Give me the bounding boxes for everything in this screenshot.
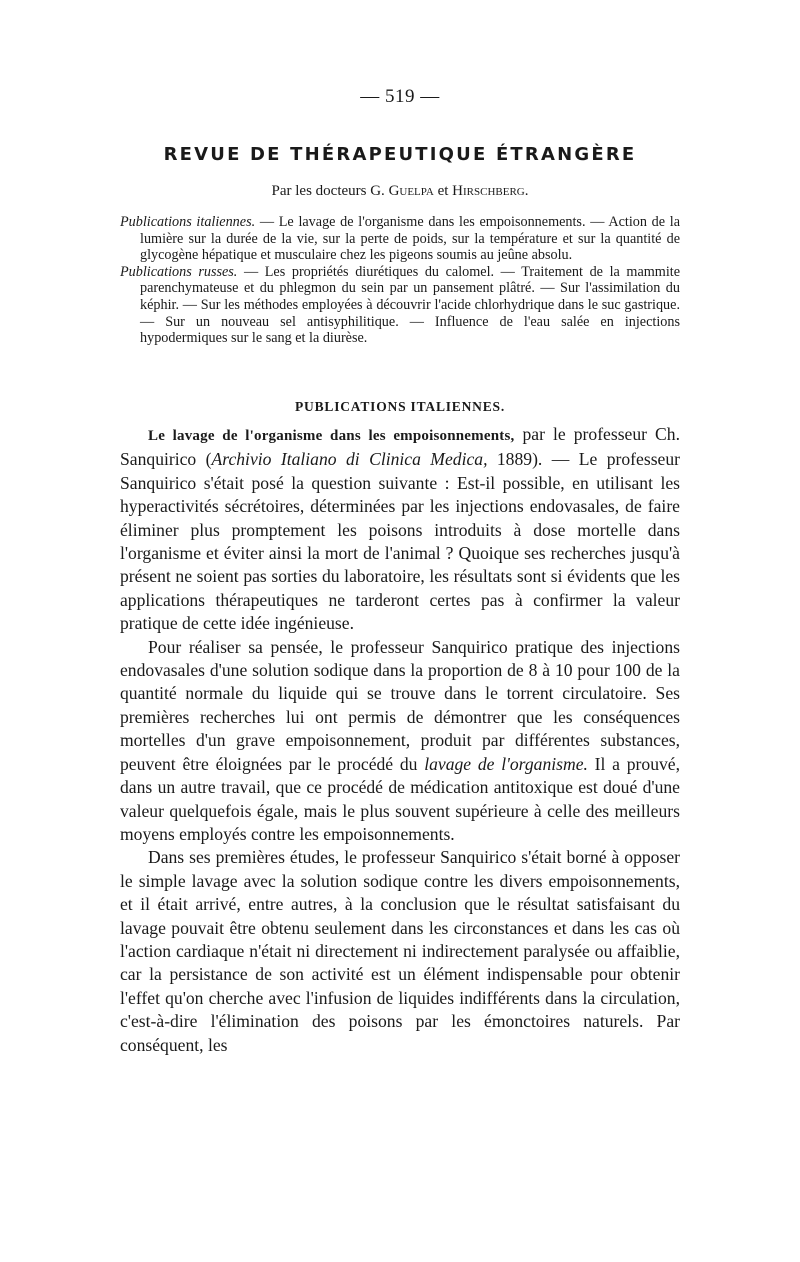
paragraph-2-term: lavage de l'organisme.: [424, 753, 588, 774]
article-paragraph-2: [120, 636, 680, 847]
paragraph-1-text-a: par le professeur Ch. Sanquirico (: [120, 424, 680, 470]
summary-italian-label: Publications italiennes.: [120, 214, 256, 230]
summary-italian-text: — Le lavage de l'organisme dans les empoisonnements. — Action de la lumière sur la durée de la vie, sur la perte de poids, sur la température et sur la quantité de glycogène hépatique et musculaire chez les pigeons soumis au jeûne absolu.: [140, 214, 680, 264]
article-body: [120, 423, 680, 1057]
summary-russian: [120, 264, 680, 347]
paragraph-2-text-a: Pour réaliser sa pensée, le professeur Sanquirico pratique des injections endovasales d'une solution sodique dans la proportion de 8 à 10 pour 100 de la quantité normale du liquide qui se trouve dans le torrent circulatoire. Ses premières recherches lui ont permis de démontrer que les conséquences mortelles d'un grave empoisonnement, produit par différentes substances, peuvent être éloignées par le procédé du: [120, 636, 680, 774]
author-guelpa: Guelpa: [388, 183, 434, 199]
authors-prefix: Par les docteurs G.: [271, 183, 389, 199]
article-source: Archivio Italiano di Clinica Medica,: [211, 449, 488, 470]
paragraph-2-text-b: Il a prouvé, dans un autre travail, que ce procédé de médication antitoxique est doué d'une valeur quelquefois égale, mais le plus souvent supérieure à celle des meilleurs moyens employés contre les empoisonnements.: [120, 753, 680, 844]
authors-line: [120, 183, 680, 200]
article-paragraph-3: Dans ses premières études, le professeur Sanquirico s'était borné à opposer le simple lavage avec la solution sodique contre les divers empoisonnements, et il était arrivé, entre autres, à la conclusion que le résultat satisfaisant du lavage pouvait être obtenu seulement dans les circonstances et dans les cas où l'action cardiaque n'était ni directement ni indirectement paralysée ou affaiblie, car la persistance de son activité est un élément indispensable pour obtenir l'effet qu'on cherche avec l'infusion de liquides indifférents dans la circulation, c'est-à-dire l'élimination des poisons par les émonctoires naturels. Par conséquent, les: [120, 847, 680, 1055]
summary-italian: [120, 214, 680, 264]
summary-russian-text: — Les propriétés diurétiques du calomel. — Traitement de la mammite parenchymateuse et du phlegmon du sein par un pansement plâtré. — Sur l'assimilation du képhir. — Sur les méthodes employées à découvrir l'acide chlorhydrique dans le suc gastrique. — Sur un nouveau sel antisyphilitique. — Influence de l'eau salée en injections hypodermiques sur le sang et la diurèse.: [140, 263, 680, 347]
page-number: — 519 —: [360, 86, 440, 107]
article-title: Le lavage de l'organisme dans les empoisonnements,: [148, 428, 515, 444]
paragraph-1-text-b: 1889). — Le professeur Sanquirico s'était posé la question suivante : Est-il possible, en utilisant les hyperactivités sécrétoires, déterminées par les injections endovasales, de faire éliminer plus promptement les poisons introduits à dose mortelle dans l'organisme et éviter ainsi la mort de l'animal ? Quoique ses recherches jusqu'à présent ne soient pas sorties du laboratoire, les résultats sont si évidents que les applications thérapeutiques ne tarderont certes pas à confirmer la valeur pratique de cette idée ingénieuse.: [120, 449, 681, 634]
summary-russian-label: Publications russes.: [120, 263, 238, 280]
authors-conjunction: et: [433, 183, 453, 199]
journal-title: REVUE DE THÉRAPEUTIQUE ÉTRANGÈRE: [163, 144, 637, 165]
summary-block: [120, 214, 680, 347]
article-paragraph-1: [120, 423, 680, 636]
author-hirschberg: Hirschberg: [452, 183, 525, 199]
section-heading: PUBLICATIONS ITALIENNES.: [295, 399, 505, 414]
authors-suffix: .: [524, 183, 529, 199]
